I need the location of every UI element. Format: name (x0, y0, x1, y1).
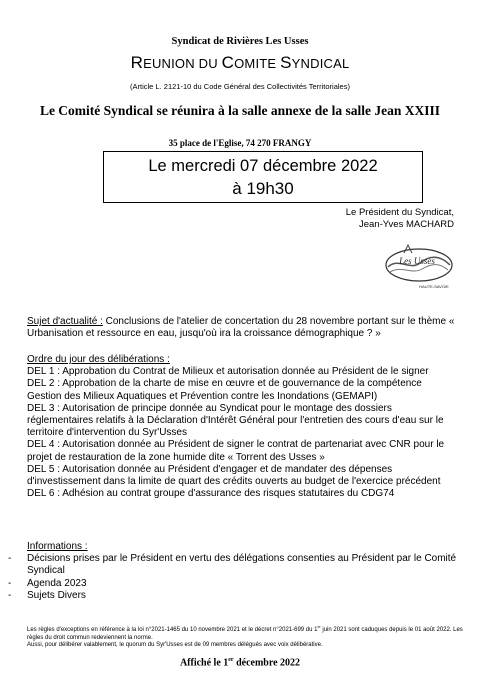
legal-article: (Article L. 2121-10 du Code Général des Collectivités Territoriales) (130, 82, 350, 91)
information-item: - Sujets Divers (8, 589, 86, 601)
information-item: - Décisions prises par le Président en vertu des délégations consenties au Président par le Comité Syndical (8, 553, 457, 577)
quorum-note (27, 624, 467, 650)
quorum-note-line1: Les règles d'exceptions en référence à la loi n°2021-1465 du 10 novembre 2021 et le décret n°2021-699 du 1er juin 2021 sont caduques depuis le 01 août 2022. Les règles du droit commun redeviennent la norme. (27, 625, 463, 641)
syndicat-stamp-logo (382, 241, 456, 291)
meeting-address: 35 place de l'Eglise, 74 270 FRANGY (168, 138, 312, 148)
agenda-section (27, 354, 459, 500)
agenda-item: DEL 1 : Approbation du Contrat de Milieux et autorisation donnée au Président de le signer (27, 366, 429, 378)
date-box (103, 151, 423, 203)
signature-block (346, 207, 454, 230)
svg-text:HAUTE-SAVOIE: HAUTE-SAVOIE (419, 284, 449, 289)
current-topic-text: Conclusions de l'atelier de concertation du 28 novembre portant sur le thème « Urbanisation et ressource en eau, jusqu'où ira la croissance démographique ? » (27, 316, 455, 340)
agenda-label: Ordre du jour des délibérations : (27, 354, 170, 365)
agenda-item: DEL 4 : Autorisation donnée au Président de signer le contrat de partenariat avec CNR pour le projet de restauration de la zone humide dite « Torrent des Usses » (27, 439, 445, 463)
meeting-location: Le Comité Syndical se réunira à la salle annexe de la salle Jean XXIII (39, 103, 441, 118)
current-topic-label: Sujet d'actualité : (27, 316, 103, 327)
agenda-item: DEL 6 : Adhésion au contrat groupe d'assurance des risques statutaires du CDG74 (27, 488, 395, 500)
agenda-item: DEL 3 : Autorisation de principe donnée au Syndicat pour le montage des dossiers réglementaires relatifs à la Déclaration d'Intérêt Général pour l'entretien des cours d'eau sur le territoire d'intervention du Syr'Usses (27, 402, 444, 439)
page-title: REUNION DU COMITE SYNDICAL (130, 53, 350, 72)
signature-title: Le Président du Syndicat, (345, 207, 454, 218)
meeting-date: Le mercredi 07 décembre 2022 (148, 157, 378, 175)
meeting-time: à 19h30 (232, 179, 294, 198)
information-label: Informations : (27, 541, 88, 552)
posting-date: Affiché le 1er décembre 2022 (179, 657, 301, 669)
svg-text:Les Usses: Les Usses (399, 256, 435, 266)
information-item: - Agenda 2023 (8, 577, 87, 589)
quorum-note-line2: Aussi, pour délibérer valablement, le quorum du Syr'Usses est de 09 membres délégués avec voix délibérative. (27, 642, 323, 649)
information-section (8, 541, 459, 602)
agenda-item: DEL 2 : Approbation de la charte de mise en œuvre et de gouvernance de la compétence Gestion des Milieux Aquatiques et Prévention contre les Inondations (GEMAPI) (27, 378, 422, 402)
agenda-item: DEL 5 : Autorisation donnée au Président d'engager et de mandater des dépenses d'investissement dans la limite de quart des crédits ouverts au budget de l'exercice précédent (27, 463, 441, 488)
signature-name: Jean-Yves MACHARD (358, 218, 454, 230)
current-topic (27, 316, 459, 340)
organisation-name: Syndicat de Rivières Les Usses (171, 36, 309, 47)
